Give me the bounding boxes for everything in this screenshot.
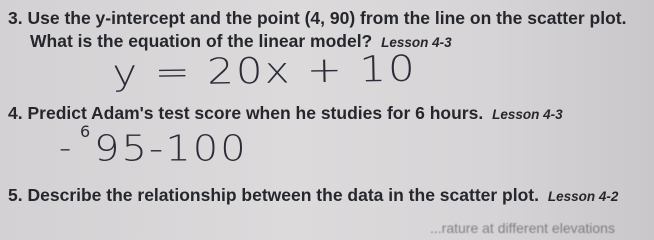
question-4-lesson-ref: Lesson 4-3 <box>492 107 563 122</box>
question-5-text: Describe the relationship between the data in the scatter plot. <box>27 185 539 205</box>
question-4-handwritten-superscript: 6 <box>80 122 91 141</box>
question-5 <box>8 185 618 206</box>
question-3-handwritten-answer: y = 20x + 10 <box>112 47 418 94</box>
question-3-lesson-ref: Lesson 4-3 <box>381 35 452 50</box>
question-4-handwritten-answer: 95-100 <box>94 128 248 170</box>
question-3-text-line-1: Use the y-intercept and the point (4, 90) from the line on the scatter plot. <box>27 8 627 28</box>
question-3-text-line-2: What is the equation of the linear model? <box>30 31 373 51</box>
question-4 <box>8 103 563 124</box>
question-5-lesson-ref: Lesson 4-2 <box>547 189 619 204</box>
question-5-number: 5. <box>8 185 23 205</box>
question-3-number: 3. <box>8 8 23 28</box>
question-4-text: Predict Adam's test score when he studies for 6 hours. <box>27 103 484 123</box>
question-4-handwritten-mark: - <box>59 128 72 168</box>
question-4-number: 4. <box>8 103 23 123</box>
question-3-line-1 <box>8 8 626 29</box>
cut-off-next-line-text: ...rature at different elevations <box>430 220 615 236</box>
